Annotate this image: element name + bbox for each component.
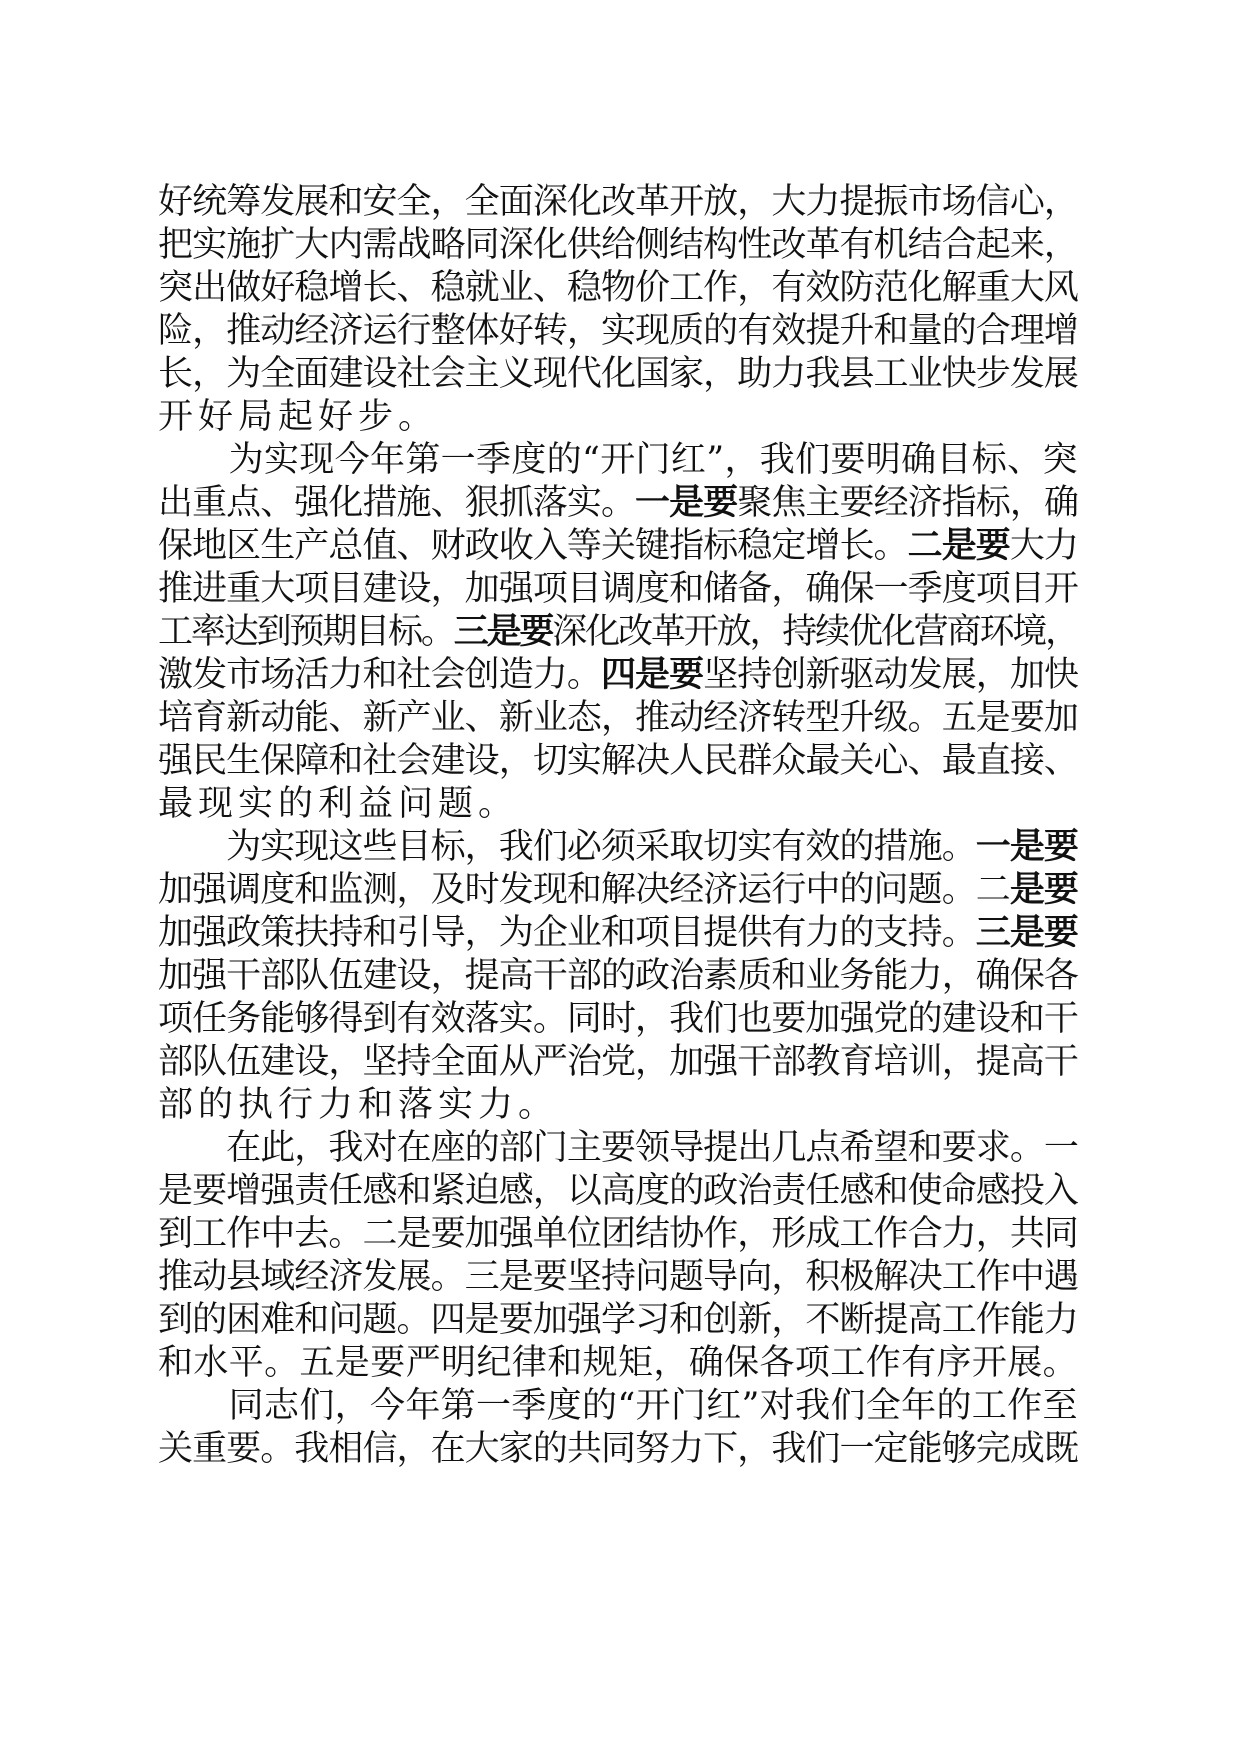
text-line: 加强干部队伍建设，提高干部的政治素质和业务能力，确保各 [158, 956, 1079, 996]
text-line: 为实现这些目标，我们必须采取切实有效的措施。一是要 [158, 826, 1079, 867]
text-line: 开好局起好步。 [158, 397, 439, 437]
text-line: 到工作中去。二是要加强单位团结协作，形成工作合力，共同 [158, 1214, 1079, 1254]
text-line: 在此，我对在座的部门主要领导提出几点希望和要求。一 [158, 1128, 1079, 1168]
emphasis-text: 二是要 [907, 525, 1010, 566]
text-line: 推进重大项目建设，加强项目调度和储备，确保一季度项目开 [158, 569, 1079, 609]
text-line: 部队伍建设，坚持全面从严治党，加强干部教育培训，提高干 [158, 1042, 1079, 1082]
text-line: 险，推动经济运行整体好转，实现质的有效提升和量的合理增 [158, 311, 1079, 351]
emphasis-text: 四是要 [600, 654, 704, 695]
text-line: 长，为全面建设社会主义现代化国家，助力我县工业快步发展 [158, 354, 1079, 394]
text-line: 同志们，今年第一季度的“开门红”对我们全年的工作至 [158, 1386, 1078, 1426]
text-line: 出重点、强化措施、狠抓落实。一是要聚焦主要经济指标，确 [158, 482, 1079, 523]
emphasis-text: 三是要 [975, 912, 1079, 953]
text-line: 加强调度和监测，及时发现和解决经济运行中的问题。二是要 [158, 869, 1079, 910]
text-line: 和水平。五是要严明纪律和规矩，确保各项工作有序开展。 [158, 1343, 1079, 1383]
text-line: 培育新动能、新产业、新业态，推动经济转型升级。五是要加 [158, 698, 1079, 738]
text-line: 到的困难和问题。四是要加强学习和创新，不断提高工作能力 [158, 1300, 1079, 1340]
text-line: 激发市场活力和社会创造力。四是要坚持创新驱动发展，加快 [158, 654, 1079, 695]
text-line: 突出做好稳增长、稳就业、稳物价工作，有效防范化解重大风 [158, 268, 1079, 308]
text-line: 保地区生产总值、财政收入等关键指标稳定增长。二是要大力 [158, 525, 1079, 566]
text-line: 好统筹发展和安全，全面深化改革开放，大力提振市场信心， [158, 182, 1079, 222]
emphasis-text: 一是要 [975, 826, 1079, 867]
text-line: 强民生保障和社会建设，切实解决人民群众最关心、最直接、 [158, 741, 1079, 781]
text-line: 工率达到预期目标。三是要深化改革开放，持续优化营商环境， [158, 611, 1079, 652]
emphasis-text: 一是要 [635, 482, 738, 523]
text-line: 加强政策扶持和引导，为企业和项目提供有力的支持。三是要 [158, 912, 1079, 953]
text-line: 最现实的利益问题。 [158, 784, 519, 824]
text-line: 是要增强责任感和紧迫感，以高度的政治责任感和使命感投入 [158, 1171, 1079, 1211]
emphasis-text: 是要 [1009, 869, 1079, 910]
text-line: 项任务能够得到有效落实。同时，我们也要加强党的建设和干 [158, 999, 1079, 1039]
text-line: 部的执行力和落实力。 [158, 1085, 559, 1125]
emphasis-text: 三是要 [453, 611, 553, 652]
text-line: 为实现今年第一季度的“开门红”，我们要明确目标、突 [158, 440, 1078, 480]
text-line: 把实施扩大内需战略同深化供给侧结构性改革有机结合起来， [158, 225, 1079, 265]
text-line: 关重要。我相信，在大家的共同努力下，我们一定能够完成既 [158, 1429, 1079, 1469]
text-line: 推动县域经济发展。三是要坚持问题导向，积极解决工作中遇 [158, 1257, 1079, 1297]
